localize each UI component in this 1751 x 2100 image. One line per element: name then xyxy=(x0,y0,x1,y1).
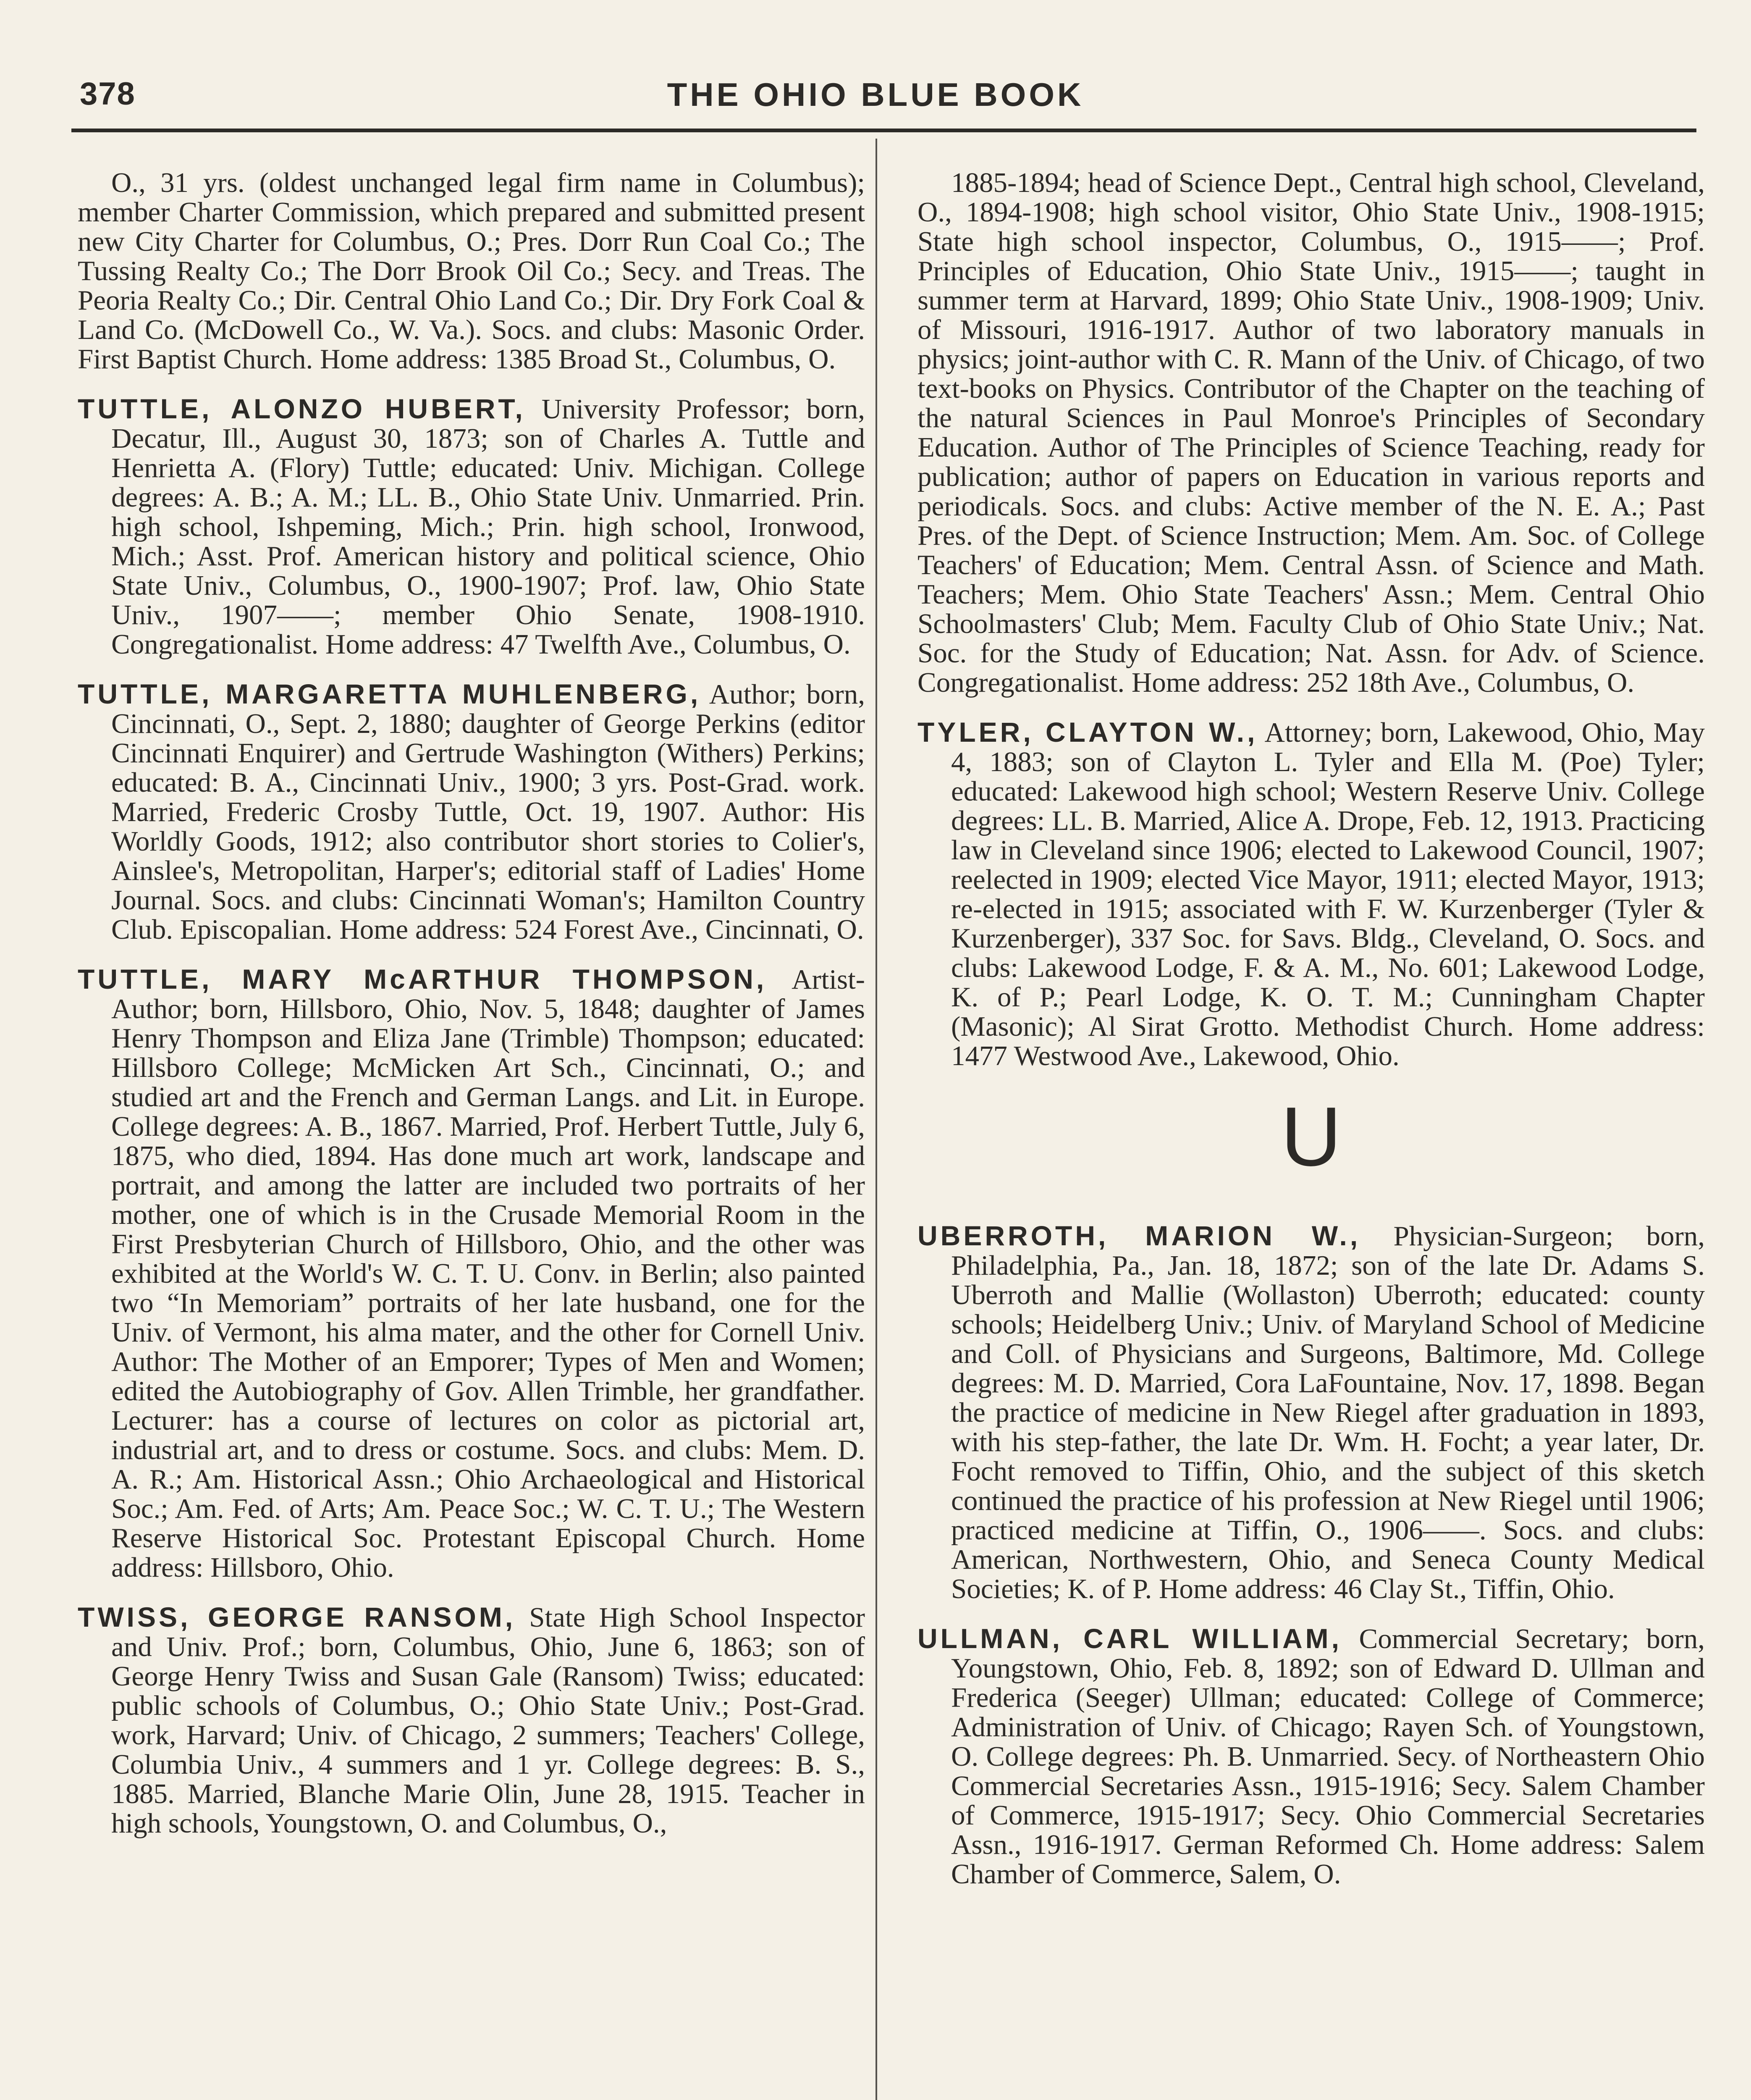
column-divider xyxy=(876,139,877,2100)
entry-name: ULLMAN, CARL WILLIAM, xyxy=(917,1623,1342,1654)
entry-text: Artist-Author; born, Hillsboro, Ohio, Nov. 5, 1848; daughter of James Henry Thompson and Eliza Jane (Trimble) Thompson; educated: Hillsboro College; McMicken Art Sch., Cincinnati, O.; and studied art and the French and German Langs. and Lit. in Europe. College degrees: A. B., 1867. Married, Prof. Herbert Tuttle, July 6, 1875, who died, 1894. Has done much art work, landscape and portrait, and among the latter are included two portraits of her mother, one of which is in the Crusade Memorial Room in the First Presbyterian Church of Hillsboro, Ohio, and the other was exhibited at the World's W. C. T. U. Conv. in Berlin; also painted two “In Memoriam” portraits of her late husband, one for the Univ. of Vermont, his alma mater, and the other for Cornell Univ. Author: The Mother of an Emporer; Types of Men and Women; edited the Autobiography of Gov. Allen Trimble, her grandfather. Lecturer: has a course of lectures on color as pictorial art, industrial art, and to dress or costume. Socs. and clubs: Mem. D. A. R.; Am. Historical Assn.; Ohio Archaeological and Historical Soc.; Am. Fed. of Arts; Am. Peace Soc.; W. C. T. U.; The Western Reserve Historical Soc. Protestant Episcopal Church. Home address: Hillsboro, Ohio. xyxy=(111,964,865,1583)
biography-entry xyxy=(78,679,865,944)
entry-text: State High School Inspector and Univ. Prof.; born, Columbus, Ohio, June 6, 1863; son of George Henry Twiss and Susan Gale (Ransom) Twiss; educated: public schools of Columbus, O.; Ohio State Univ.; Post-Grad. work, Harvard; Univ. of Chicago, 2 summers; Teachers' College, Columbia Univ., 4 summers and 1 yr. College degrees: B. S., 1885. Married, Blanche Marie Olin, June 28, 1915. Teacher in high schools, Youngstown, O. and Columbus, O., xyxy=(111,1602,865,1839)
biography-entry xyxy=(78,1602,865,1838)
entry-text: Attorney; born, Lakewood, Ohio, May 4, 1883; son of Clayton L. Tyler and Ella M. (Poe) Tyler; educated: Lakewood high school; Western Reserve Univ. College degrees: LL. B. Married, Alice A. Drope, Feb. 12, 1913. Practicing law in Cleveland since 1906; elected to Lakewood Council, 1907; reelected in 1909; elected Vice Mayor, 1911; elected Mayor, 1913; re-elected in 1915; associated with F. W. Kurzenberger (Tyler & Kurzenberger), 337 Soc. for Savs. Bldg., Cleveland, O. Socs. and clubs: Lakewood Lodge, F. & A. M., No. 601; Lakewood Lodge, K. of P.; Pearl Lodge, K. O. T. M.; Cunningham Chapter (Masonic); Al Sirat Grotto. Methodist Church. Home address: 1477 Westwood Ave., Lakewood, Ohio. xyxy=(951,717,1705,1071)
biography-entry xyxy=(917,1221,1705,1604)
entry-name: TUTTLE, MARGARETTA MUHLENBERG, xyxy=(78,678,701,709)
entry-text: Commercial Secretary; born, Youngstown, Ohio, Feb. 8, 1892; son of Edward D. Ullman and Frederica (Seeger) Ullman; educated: College of Commerce; Administration of Univ. of Chicago; Rayen Sch. of Youngstown, O. College degrees: Ph. B. Unmarried. Secy. of Northeastern Ohio Commercial Secretaries Assn., 1915-1916; Secy. Salem Chamber of Commerce, 1915-1917; Secy. Ohio Commercial Secretaries Assn., 1916-1917. German Reformed Ch. Home address: Salem Chamber of Commerce, Salem, O. xyxy=(951,1623,1705,1890)
right-column xyxy=(917,168,1705,1909)
left-column xyxy=(78,168,865,1858)
continued-entry: 1885-1894; head of Science Dept., Central high school, Cleveland, O., 1894-1908; high school visitor, Ohio State Univ., 1908-1915; State high school inspector, Columbus, O., 1915——; Prof. Principles of Education, Ohio State Univ., 1915——; taught in summer term at Harvard, 1899; Ohio State Univ., 1908-1909; Univ. of Missouri, 1916-1917. Author of two laboratory manuals in physics; joint-author with C. R. Mann of the Univ. of Chicago, of two text-books on Physics. Contributor of the Chapter on the teaching of the natural Sciences in Paul Monroe's Principles of Secondary Education. Author of The Principles of Science Teaching, ready for publication; author of papers on Education in various reports and periodicals. Socs. and clubs: Active member of the N. E. A.; Past Pres. of the Dept. of Science Instruction; Mem. Am. Soc. of College Teachers' of Education; Mem. Central Assn. of Science and Math. Teachers; Mem. Ohio State Teachers' Assn.; Mem. Central Ohio Schoolmasters' Club; Mem. Faculty Club of Ohio State Univ.; Nat. Soc. for the Study of Education; Nat. Assn. for Adv. of Science. Congregationalist. Home address: 252 18th Ave., Columbus, O. xyxy=(917,167,1705,698)
section-letter: U xyxy=(1281,1090,1342,1184)
entry-name: TUTTLE, ALONZO HUBERT, xyxy=(78,393,526,424)
biography-entry xyxy=(78,394,865,659)
biography-entry xyxy=(78,964,865,1582)
entry-name: UBERROTH, MARION W., xyxy=(917,1220,1361,1251)
entry-name: TUTTLE, MARY McARTHUR THOMPSON, xyxy=(78,963,767,995)
header-rule xyxy=(71,129,1696,132)
page-number: 378 xyxy=(80,76,136,112)
biography-entry xyxy=(917,1624,1705,1889)
entry-text: Author; born, Cincinnati, O., Sept. 2, 1880; daughter of George Perkins (editor Cincinnati Enquirer) and Gertrude Washington (Withers) Perkins; educated: B. A., Cincinnati Univ., 1900; 3 yrs. Post-Grad. work. Married, Frederic Crosby Tuttle, Oct. 19, 1907. Author: His Worldly Goods, 1912; also contributor short stories to Colier's, Ainslee's, Metropolitan, Harper's; editorial staff of Ladies' Home Journal. Socs. and clubs: Cincinnati Woman's; Hamilton Country Club. Episcopalian. Home address: 524 Forest Ave., Cincinnati, O. xyxy=(111,679,865,945)
entry-name: TYLER, CLAYTON W., xyxy=(917,717,1258,748)
entry-text: University Professor; born, Decatur, Ill., August 30, 1873; son of Charles A. Tuttle and Henrietta A. (Flory) Tuttle; educated: Univ. Michigan. College degrees: A. B.; A. M.; LL. B., Ohio State Univ. Unmarried. Prin. high school, Ishpeming, Mich.; Prin. high school, Ironwood, Mich.; Asst. Prof. American history and political science, Ohio State Univ., Columbus, O., 1900-1907; Prof. law, Ohio State Univ., 1907——; member Ohio Senate, 1908-1910. Congregationalist. Home address: 47 Twelfth Ave., Columbus, O. xyxy=(111,394,865,660)
biography-entry xyxy=(917,717,1705,1071)
entry-name: TWISS, GEORGE RANSOM, xyxy=(78,1601,516,1633)
running-head: THE OHIO BLUE BOOK xyxy=(667,76,1084,113)
continued-entry: O., 31 yrs. (oldest unchanged legal firm name in Columbus); member Charter Commission, which prepared and submitted present new City Charter for Columbus, O.; Pres. Dorr Run Coal Co.; The Tussing Realty Co.; The Dorr Brook Oil Co.; Secy. and Treas. The Peoria Realty Co.; Dir. Central Ohio Land Co.; Dir. Dry Fork Coal & Land Co. (McDowell Co., W. Va.). Socs. and clubs: Masonic Order. First Baptist Church. Home address: 1385 Broad St., Columbus, O. xyxy=(78,167,865,375)
entry-text: Physician-Surgeon; born, Philadelphia, Pa., Jan. 18, 1872; son of the late Dr. Adams S. Uberroth and Mallie (Wollaston) Uberroth; educated: county schools; Heidelberg Univ.; Univ. of Maryland School of Medicine and Coll. of Physicians and Surgeons, Baltimore, Md. College degrees: M. D. Married, Cora LaFountaine, Nov. 17, 1898. Began the practice of medicine in New Riegel after graduation in 1893, with his step-father, the late Dr. Wm. H. Focht; a year later, Dr. Focht removed to Tiffin, Ohio, and the subject of this sketch continued the practice of his profession at New Riegel until 1906; practiced medicine at Tiffin, O., 1906——. Socs. and clubs: American, Northwestern, Ohio, and Seneca County Medical Societies; K. of P. Home address: 46 Clay St., Tiffin, Ohio. xyxy=(951,1221,1705,1604)
